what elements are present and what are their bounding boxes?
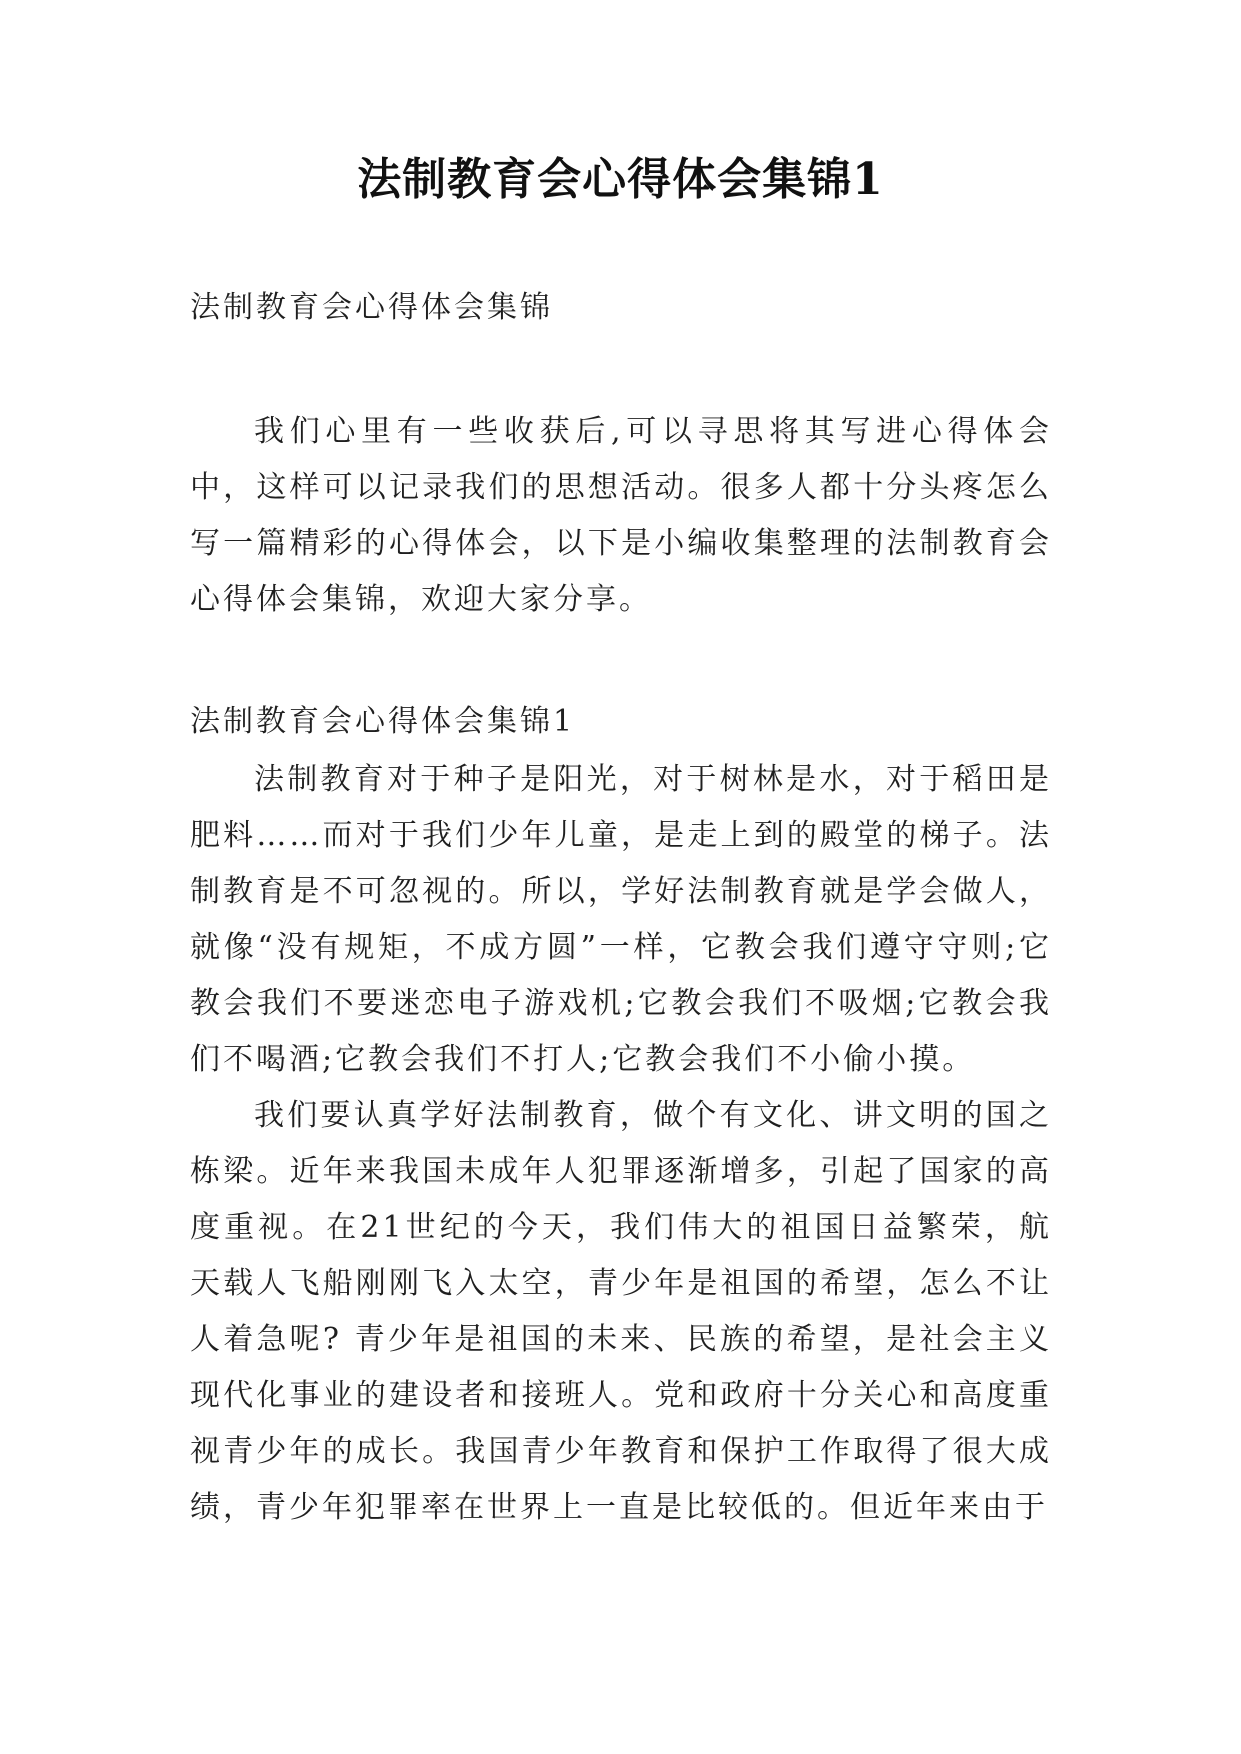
section-body	[190, 752, 1052, 1536]
section-heading: 法制教育会心得体会集锦1	[190, 704, 576, 739]
body-paragraph-1: 法制教育对于种子是阳光，对于树林是水，对于稻田是肥料……而对于我们少年儿童，是走上到的殿堂的梯子。法制教育是不可忽视的。所以，学好法制教育就是学会做人，就像“没有规矩，不成方圆”一样，它教会我们遵守守则;它教会我们不要迷恋电子游戏机;它教会我们不吸烟;它教会我们不喝酒;它教会我们不打人;它教会我们不小偷小摸。	[190, 762, 1052, 1077]
document-title: 法制教育会心得体会集锦1	[357, 154, 884, 205]
intro-paragraph: 我们心里有一些收获后,可以寻思将其写进心得体会中，这样可以记录我们的思想活动。很多人都十分头疼怎么写一篇精彩的心得体会，以下是小编收集整理的法制教育会心得体会集锦，欢迎大家分享。	[190, 414, 1052, 617]
document-subtitle: 法制教育会心得体会集锦	[190, 290, 553, 325]
body-paragraph-2: 我们要认真学好法制教育，做个有文化、讲文明的国之栋梁。近年来我国未成年人犯罪逐渐增多，引起了国家的高度重视。在21世纪的今天，我们伟大的祖国日益繁荣，航天载人飞船刚刚飞入太空，青少年是祖国的希望，怎么不让人着急呢? 青少年是祖国的未来、民族的希望，是社会主义现代化事业的建设者和接班人。党和政府十分关心和高度重视青少年的成长。我国青少年教育和保护工作取得了很大成绩，青少年犯罪率在世界上一直是比较低的。但近年来由于	[190, 1098, 1052, 1525]
